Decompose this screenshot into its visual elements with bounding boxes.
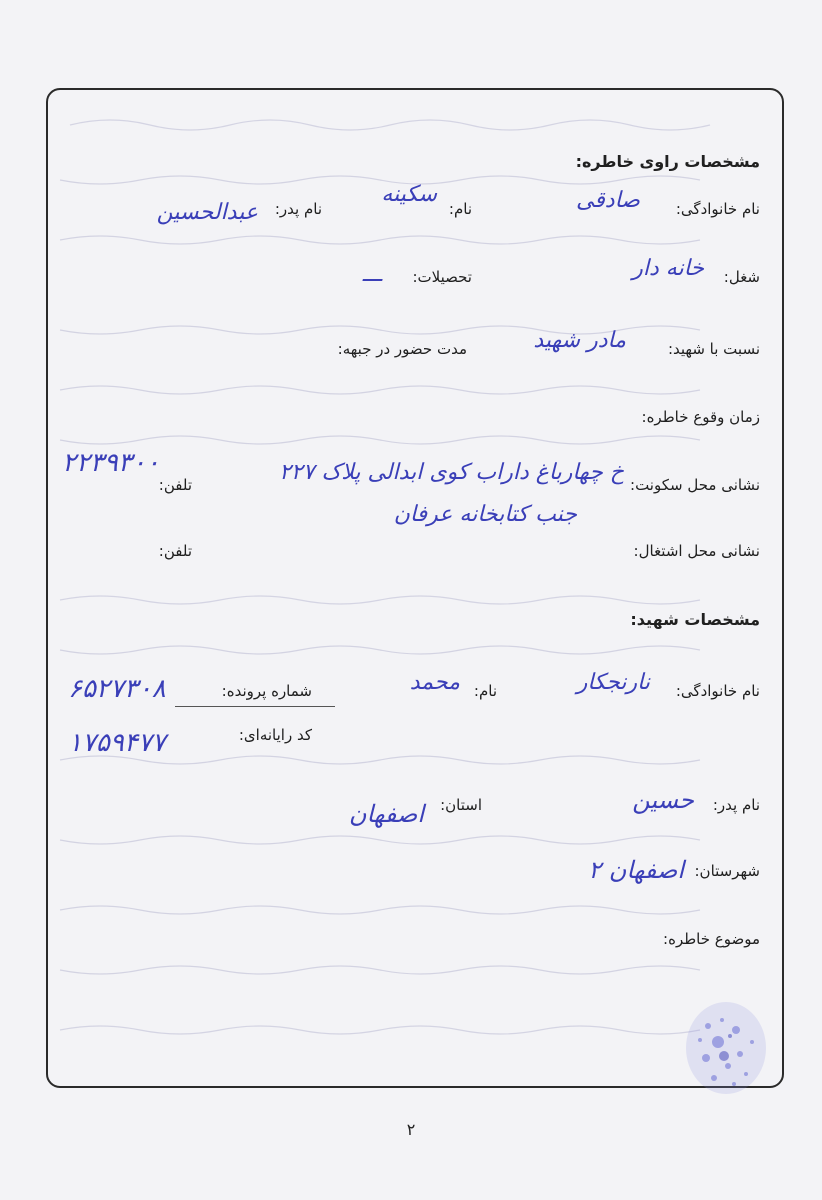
narrator-father-value: عبدالحسین (156, 200, 258, 225)
narrator-father-label: نام پدر: (274, 200, 322, 218)
martyr-city-label: شهرستان: (694, 862, 760, 880)
martyr-heading: مشخصات شهید: (630, 610, 760, 629)
narrator-job-value: خانه دار (632, 256, 704, 281)
narrator-name-value: سکینه (381, 182, 437, 207)
ink-stamp (678, 996, 774, 1100)
narrator-address-label: نشانی محل سکونت: (630, 476, 760, 494)
narrator-phone-value: ۲۲۳۹۳۰۰ (62, 448, 160, 478)
narrator-name-label: نام: (448, 200, 472, 218)
martyr-topic-label: موضوع خاطره: (663, 930, 760, 948)
martyr-city-value: اصفهان ۲ (588, 856, 684, 884)
narrator-work-phone-label: تلفن: (158, 542, 192, 560)
martyr-family-label: نام خانوادگی: (675, 682, 760, 700)
narrator-front-label: مدت حضور در جبهه: (337, 340, 467, 358)
martyr-province-value: اصفهان (348, 800, 424, 828)
narrator-work-label: نشانی محل اشتغال: (633, 542, 760, 560)
narrator-time-label: زمان وقوع خاطره: (641, 408, 760, 426)
martyr-father-label: نام پدر: (712, 796, 760, 814)
martyr-father-value: حسین (632, 786, 694, 814)
narrator-phone-label: تلفن: (158, 476, 192, 494)
narrator-address-line1: خ چهارباغ داراب کوی ابدالی پلاک ۲۲۷ (279, 460, 624, 485)
martyr-code-value: ۱۷۵۹۴۷۷ (68, 728, 166, 758)
narrator-heading: مشخصات راوی خاطره: (575, 152, 760, 171)
narrator-family-label: نام خانوادگی: (675, 200, 760, 218)
martyr-file-value: ۶۵۲۷۳۰۸ (68, 674, 166, 704)
narrator-relation-label: نسبت با شهید: (667, 340, 760, 358)
narrator-family-value: صادقی (575, 188, 640, 213)
narrator-job-label: شغل: (723, 268, 760, 286)
narrator-address-line2: جنب کتابخانه عرفان (393, 502, 577, 527)
martyr-name-value: محمد (409, 670, 460, 695)
narrator-relation-value: مادر شهید (533, 328, 626, 353)
file-number-underline (175, 706, 335, 707)
martyr-code-label: کد رایانه‌ای: (238, 726, 312, 744)
martyr-file-label: شماره پرونده: (221, 682, 312, 700)
page-number: ۲ (406, 1120, 416, 1139)
martyr-family-value: نارنجکار (576, 670, 650, 695)
martyr-name-label: نام: (473, 682, 497, 700)
narrator-education-value: ـــ (362, 262, 382, 287)
narrator-education-label: تحصیلات: (412, 268, 472, 286)
martyr-province-label: استان: (440, 796, 482, 814)
